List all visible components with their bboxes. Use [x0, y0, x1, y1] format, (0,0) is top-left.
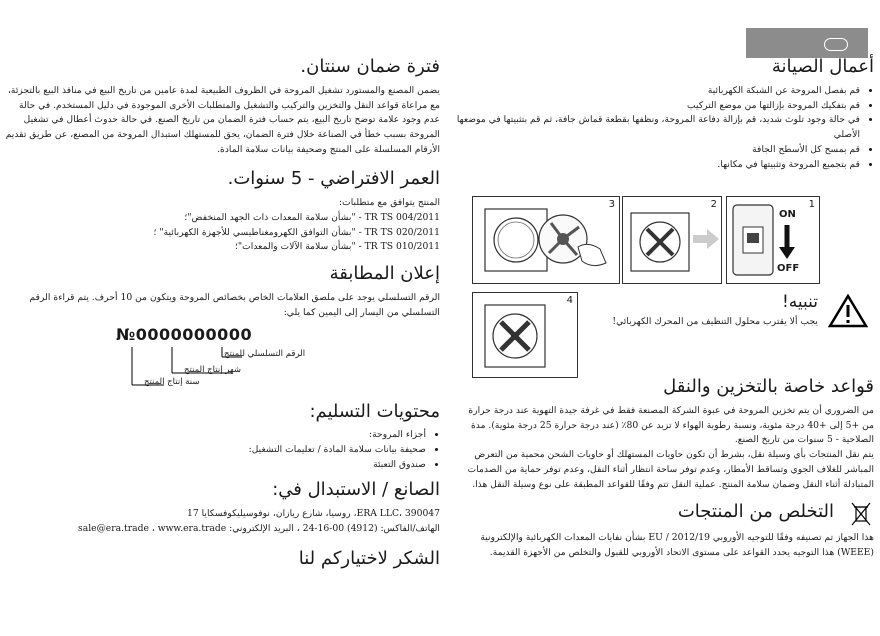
warning-title: تنبيه! [781, 292, 818, 312]
manufacturer-address: ERA LLC، 390047، روسيا، شارع ريازان، نوفوسيليكوفسكايا 17 [186, 507, 440, 519]
list-item: • صحيفة بيانات سلامة المادة / تعليمات التشغيل: [4, 443, 426, 458]
fan-assembled-illustration [473, 293, 577, 377]
list-item: • في حالة وجود تلوث شديد، قم بإزالة دفاعة المروحة، ونظفها بقطعة قماش جافة، ثم قم بتثبيتها في موضعها الأصلي [454, 113, 860, 143]
figure-4-clean-fan [472, 292, 578, 378]
fan-dismount-illustration [473, 197, 619, 283]
serial-number-code: №0000000000 [116, 324, 253, 344]
storage-paragraph: من الضروري أن يتم تخزين المروحة في عبوة الشركة المصنعة فقط في غرفة جيدة التهوية عند درجة حرارة من +5 إلى +40 درجة مئوية، ونسبة رطوبة الهواء لا تزيد عن 80٪ (عند درجة حرارة 25 درجة مئوية). مدة الصلاحية - 5 سنوات من تاريخ الصنع. [468, 404, 874, 446]
lifespan-item: TR TS 004/2011 - "بشأن سلامة المعدات ذات الجهد المنخفض"؛ [184, 211, 440, 223]
thanks-text: الشكر لاختياركم لنا [298, 548, 440, 570]
list-item: • أجزاء المروحة: [4, 428, 426, 443]
figure-1-power-off [726, 196, 820, 284]
manufacturer-title: الصانع / الاستبدال في: [272, 479, 440, 501]
serial-diagram [4, 321, 440, 387]
warning-block [580, 292, 870, 338]
crossed-bin-icon [850, 501, 872, 527]
lifespan-item: TR TS 020/2011 - "بشأن التوافق الكهرومغناطيسي للأجهزة الكهربائية" ؛ [153, 226, 440, 238]
maintenance-list [454, 84, 874, 173]
figure-number: 4 [566, 295, 573, 306]
figure-number: 3 [608, 199, 615, 210]
breaker-switch-illustration [727, 197, 819, 283]
list-item: • قم بتجميع المروحة وتثبيتها في مكانها. [454, 158, 860, 173]
manufacturer-contact: الهاتف/الفاكس: (4912) 00-16-24 ، البريد الإلكتروني: sale@era.trade ، www.era.trade [78, 522, 440, 534]
page-number-tab [746, 28, 868, 58]
lifespan-item: TR TS 010/2011 - "بشأن سلامة الآلات والمعدات"؛ [235, 241, 440, 253]
disposal-text: هذا الجهاز تم تصنيفه وفقًا للتوجيه الأوروبي EU / 2012/19 بشأن نفايات المعدات الكهربائية والإلكترونية (WEEE) هذا التوجيه يحدد القواعد على مستوى الاتحاد الأوروبي للقبول والتخلص من الأجهزة القديمة. [480, 532, 874, 558]
list-item: • قم بمسح كل الأسطح الجافة [454, 143, 860, 158]
contents-list [4, 428, 440, 473]
lifespan-intro: المنتج يتوافق مع متطلبات: [339, 196, 440, 208]
left-column [4, 56, 440, 576]
conformity-title: إعلان المطابقة [329, 263, 440, 285]
disposal-header [454, 501, 874, 527]
fan-guard-illustration [623, 197, 721, 283]
storage-paragraph: يتم نقل المنتجات بأي وسيلة نقل، بشرط أن تكون حاويات المستهلك أو حاويات الشحن محمية من التعرض المباشر للغلاف الجوي وتساقط الأمطار، وعدم توفر ساحة انتظار أثناء النقل، وعدم توفر حماية من الصدمات المتبادلة أثناء النقل وضمان سلامة المنتج. عملية النقل تتم وفقًا للقواعد المطبقة على نوع وسيلة النقل هذا. [467, 449, 874, 491]
serial-leader-lines [4, 321, 440, 387]
right-column [454, 56, 874, 173]
warranty-text: يضمن المصنع والمستورد تشغيل المروحة في الظروف الطبيعية لمدة عامين من تاريخ البيع في منافذ البيع بالتجزئة، مع مراعاة قواعد النقل والتخزين والتركيب والتشغيل والمتطلبات الأخرى الموجودة في دليل المستخدم. في حالة عدم وجود علامة توضح تاريخ البيع، يتم حساب فترة الضمان من تاريخ الصنع. في حالة حدوث أعطال في تشغيل المروحة بسبب خطأ في الصناعة خلال فترة الضمان، يحق للمستهلك استبدال المروحة من المصنع، عن طريق تقديم الأرقام المسلسلة على المنتج وصحيفة بيانات سلامة المادة. [5, 84, 440, 156]
figure-3-dismount [472, 196, 620, 284]
list-item: • قم بتفكيك المروحة بإزالتها من موضع التركيب [454, 99, 860, 114]
list-item: • صندوق التعبئة [4, 458, 426, 473]
serial-label-year: سنة إنتاج المنتج [144, 376, 200, 387]
disposal-title: التخلص من المنتجات [677, 501, 834, 523]
warning-text: يجب ألا يقترب محلول التنظيف من المحرك الكهربائي! [612, 316, 818, 327]
serial-label-month: شهر إنتاج المنتج [184, 364, 241, 375]
lifespan-title: العمر الافتراضي - 5 سنوات. [227, 168, 440, 190]
storage-title: قواعد خاصة بالتخزين والنقل [663, 376, 874, 397]
figure-2-arrow [622, 196, 722, 284]
contents-title: محتويات التسليم: [309, 400, 440, 422]
page-oval-icon [824, 38, 848, 51]
figure-number: 2 [710, 199, 717, 210]
on-label: ON [779, 209, 796, 220]
warning-triangle-icon [828, 294, 868, 328]
warranty-title: فترة ضمان سنتان. [300, 56, 440, 77]
conformity-text: الرقم التسلسلي يوجد على ملصق العلامات الخاص بخصائص المروحة ويتكون من 10 أحرف. يتم قراءة الرقم التسلسلي من اليسار إلى اليمين كما يلي: [29, 291, 440, 318]
maintenance-title: أعمال الصيانة [771, 56, 874, 77]
serial-label-number: الرقم التسلسلي للمنتج [224, 348, 306, 359]
figure-number: 1 [808, 199, 815, 210]
off-label: OFF [777, 263, 800, 274]
list-item: • قم بفصل المروحة عن الشبكة الكهربائية [454, 84, 860, 99]
storage-section [454, 376, 874, 561]
